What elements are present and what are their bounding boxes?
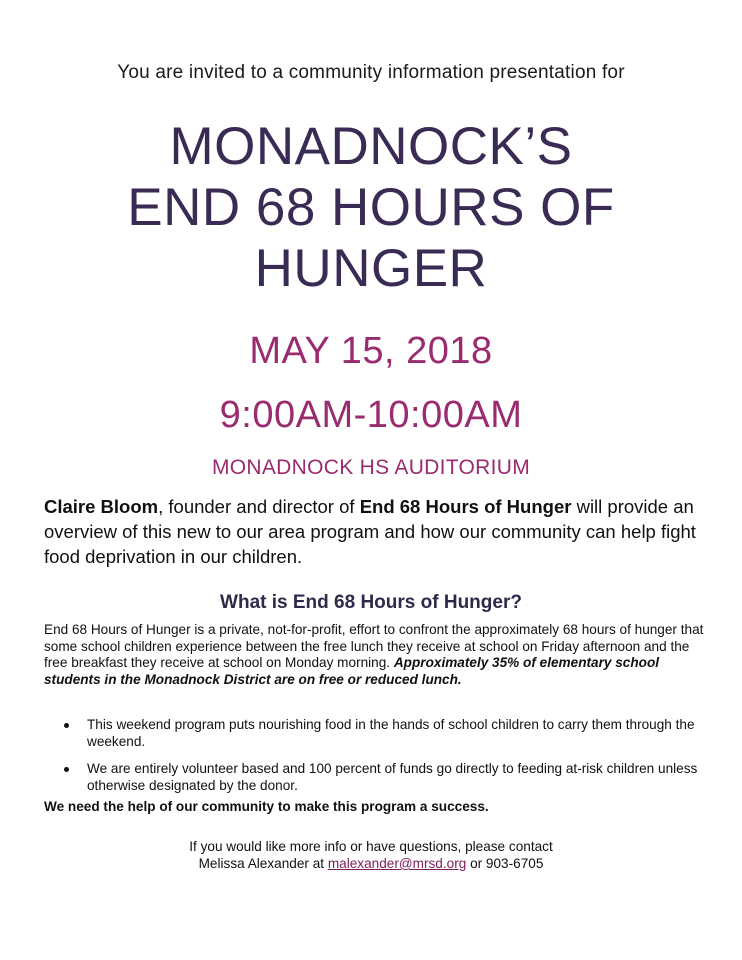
- program-description: [44, 622, 704, 688]
- intro-paragraph: [44, 494, 704, 569]
- bullet-text: We are entirely volunteer based and 100 percent of funds go directly to feeding at-risk children unless otherwise designated by the donor.: [87, 761, 698, 793]
- contact-phone: or 903-6705: [466, 856, 544, 871]
- title-line-2: END 68 HOURS OF: [127, 178, 615, 237]
- title-line-1: MONADNOCK’S: [169, 117, 573, 176]
- event-title: [0, 116, 742, 299]
- invitation-line: You are invited to a community information presentation for: [117, 62, 625, 83]
- call-to-action: We need the help of our community to make this program a success.: [44, 799, 489, 814]
- event-venue: MONADNOCK HS AUDITORIUM: [211, 456, 531, 479]
- bullet-icon: [64, 767, 69, 772]
- contact-line-2: [0, 855, 742, 872]
- intro-text-2: will provide an overview of this new to our area program and how our community can help fight food deprivation in our children.: [44, 496, 696, 567]
- title-line-3: HUNGER: [254, 239, 488, 298]
- bullet-list-item: [44, 716, 704, 750]
- program-name: End 68 Hours of Hunger: [359, 496, 572, 517]
- description-text: End 68 Hours of Hunger is a private, not-for-profit, effort to confront the approximately 68 hours of hunger that some school children experience between the free lunch they receive at school on Friday afternoon and the free breakfast they receive at school on Monday morning.: [44, 622, 704, 670]
- bullet-text: This weekend program puts nourishing food in the hands of school children to carry them through the weekend.: [87, 717, 695, 749]
- speaker-name: Claire Bloom: [44, 496, 159, 517]
- contact-info: [0, 838, 742, 872]
- bullet-list-item: [44, 760, 704, 794]
- email-link[interactable]: malexander@mrsd.org: [327, 856, 467, 871]
- description-emphasis: Approximately 35% of elementary school students in the Monadnock District are on free or reduced lunch.: [44, 655, 660, 687]
- section-heading: What is End 68 Hours of Hunger?: [220, 592, 522, 613]
- bullet-icon: [64, 723, 69, 728]
- contact-name: Melissa Alexander at: [198, 856, 328, 871]
- event-time: 9:00AM-10:00AM: [219, 394, 523, 436]
- event-date: MAY 15, 2018: [249, 330, 493, 372]
- contact-line-1: If you would like more info or have questions, please contact: [189, 839, 553, 854]
- intro-text-1: , founder and director of: [158, 496, 360, 517]
